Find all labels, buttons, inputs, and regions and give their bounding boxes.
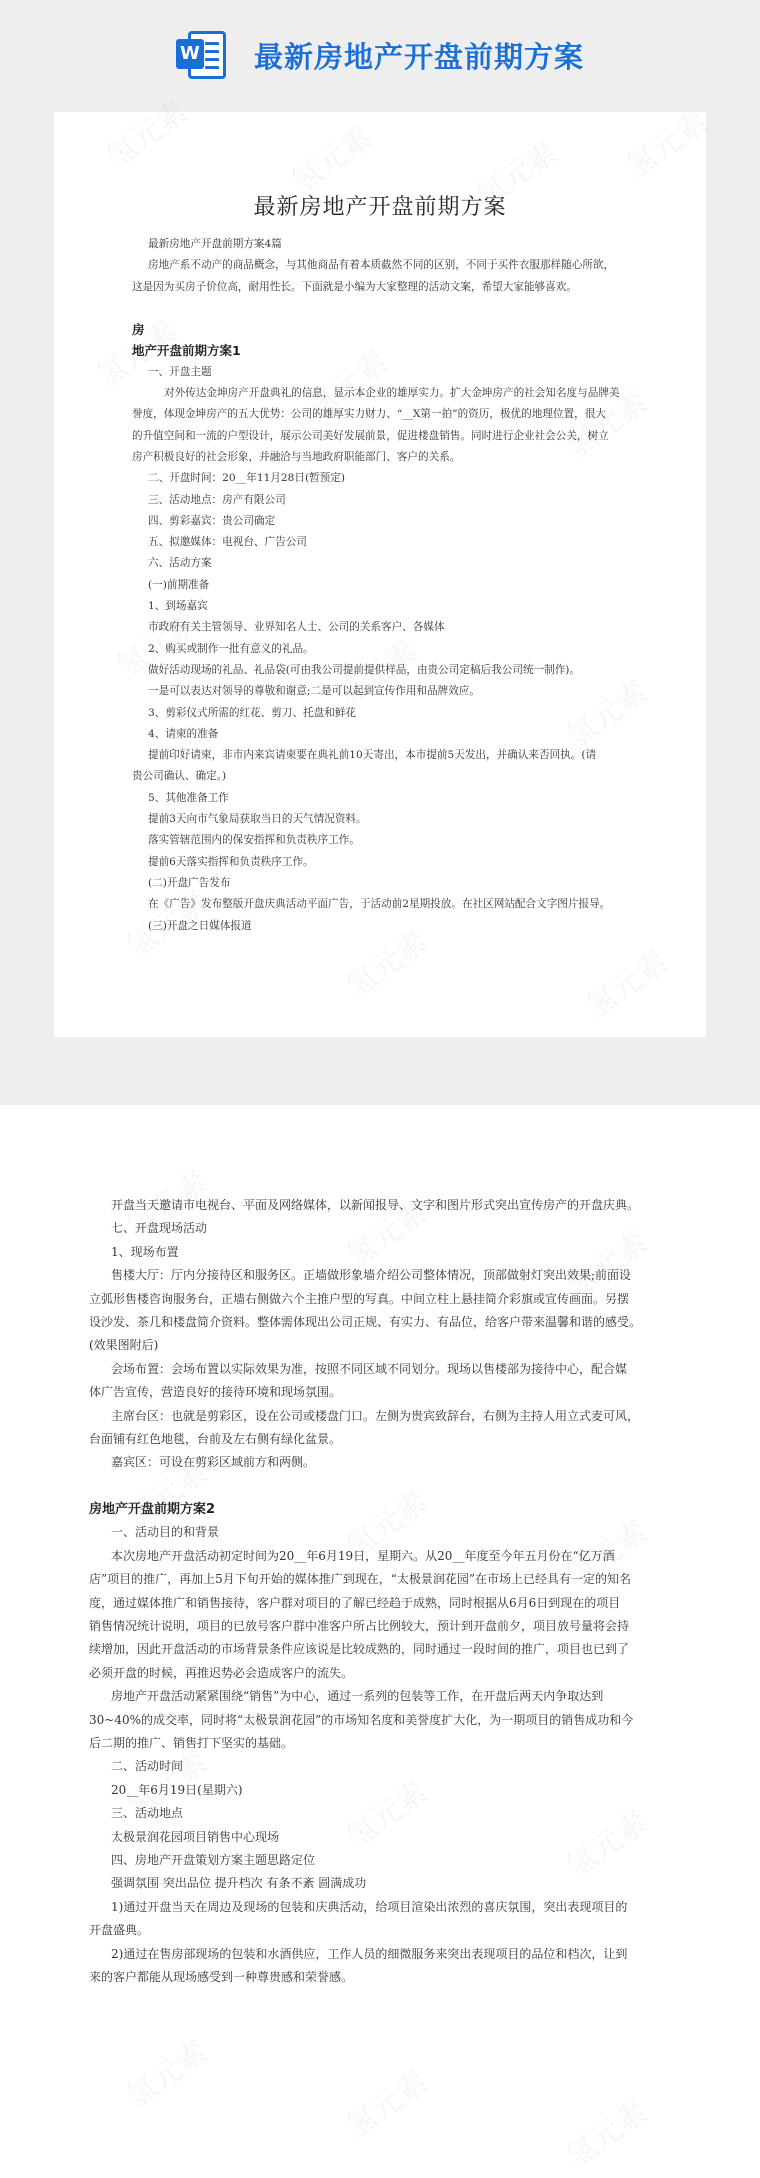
paragraph-line: 的升值空间和一流的户型设计，展示公司美好发展前景，促进楼盘销售。同时进行企业社会公关，树立 <box>132 429 609 442</box>
page2-body <box>89 1194 689 1989</box>
paragraph-line: 来的客户都能从现场感受到一种尊贵感和荣誉感。 <box>89 1969 354 1984</box>
paragraph-line: 3、剪彩仪式所需的红花、剪刀、托盘和鲜花 <box>148 706 357 719</box>
watermark-text <box>556 2088 655 2176</box>
paragraph-line: 20__年6月19日(星期六) <box>111 1782 243 1797</box>
paragraph-line: (一)前期准备 <box>148 578 210 591</box>
paragraph-line: 提前3天向市气象局获取当日的天气情况资料。 <box>148 813 367 826</box>
paragraph-line: 一是可以表达对领导的尊敬和谢意;二是可以起到宣传作用和品牌效应。 <box>148 685 480 698</box>
word-document-icon <box>176 29 228 81</box>
paragraph-line: 开盘当天邀请市电视台、平面及网络媒体，以新闻报导、文字和图片形式突出宣传房产的开盘庆典。 <box>111 1198 640 1212</box>
paragraph-line: 太极景润花园项目销售中心现场 <box>111 1829 280 1844</box>
paragraph-line: 2)通过在售房部现场的包装和水酒供应，工作人员的细微服务来突出表现项目的品位和档次，让到 <box>111 1946 628 1961</box>
watermark-text <box>116 2028 215 2116</box>
paragraph-line: 提前6天落实指挥和负责秩序工作。 <box>148 855 314 868</box>
paragraph-line: 房地产开盘活动紧紧围绕“销售”为中心，通过一系列的包装等工作，在开盘后两天内争取达到 <box>111 1689 604 1704</box>
paragraph-line: 店”项目的推广，再加上5月下旬开始的媒体推广到现在，“太极景润花园”在市场上已经具有一定的知名 <box>89 1572 632 1587</box>
section-heading: 房地产开盘前期方案2 <box>89 1502 216 1518</box>
paragraph-line: 四、剪彩嘉宾：贵公司确定 <box>148 514 276 527</box>
paragraph-line <box>132 298 652 319</box>
paragraph-line: 1、现场布置 <box>111 1244 179 1259</box>
paragraph-line: 销售情况统计说明，项目的已放号客户群中准客户所占比例较大，预计到开盘前夕，项目放号量将会持 <box>89 1619 630 1634</box>
paragraph-line: 这是因为买房子价位高，耐用性长。下面就是小编为大家整理的活动文案，希望大家能够喜欢。 <box>132 280 577 293</box>
paragraph-line: 三、活动地点：房产有限公司 <box>148 493 286 506</box>
paragraph-line: 一、开盘主题 <box>148 365 212 378</box>
paragraph-line: 最新房地产开盘前期方案4篇 <box>148 238 282 250</box>
paragraph-line: (三)开盘之日媒体报道 <box>148 919 252 932</box>
banner-title: 最新房地产开盘前期方案 <box>253 39 584 74</box>
paragraph-line: 体广告宣传，营造良好的接待环境和现场氛围。 <box>89 1385 342 1400</box>
paragraph-line: 一、活动目的和背景 <box>111 1525 220 1540</box>
paragraph-line: 房产积极良好的社会形象，并融洽与当地政府职能部门、客户的关系。 <box>132 450 461 463</box>
paragraph-line: 本次房地产开盘活动初定时间为20__年6月19日，星期六。从20__年度至今年五月份在“亿万酒 <box>111 1548 615 1563</box>
document-title: 最新房地产开盘前期方案 <box>253 195 507 220</box>
paragraph-line: 售楼大厅：厅内分接待区和服务区。正墙做形象墙介绍公司整体情况，顶部做射灯突出效果;前面设 <box>111 1268 632 1283</box>
paragraph-line: 主席台区：也就是剪彩区，设在公司或楼盘门口。左侧为贵宾致辞台，右侧为主持人用立式麦可风， <box>111 1408 640 1423</box>
paragraph-line: 二、活动时间 <box>111 1759 184 1774</box>
paragraph-line: 开盘盛典。 <box>89 1923 150 1938</box>
paragraph-line: 三、活动地点 <box>111 1806 184 1821</box>
section-heading: 地产开盘前期方案1 <box>132 343 241 359</box>
paragraph-line: 提前印好请柬，非市内来宾请柬要在典礼前10天寄出，本市提前5天发出，并确认来否回执。(请 <box>148 749 597 762</box>
paragraph-line: 强调氛围 突出品位 提升档次 有条不紊 圆满成功 <box>111 1876 367 1891</box>
paragraph-line: 续增加，因此开盘活动的市场背景条件应该说是比较成熟的，同时通过一段时间的推广，项目也已到了 <box>89 1642 630 1657</box>
paragraph-line: (效果图附后) <box>89 1338 159 1353</box>
paragraph-line: 四、房地产开盘策划方案主题思路定位 <box>111 1852 316 1867</box>
paragraph-line: 二、开盘时间：20__年11月28日(暂预定) <box>148 472 346 485</box>
page1-body <box>132 234 652 937</box>
paragraph-line: 1)通过开盘当天在周边及现场的包装和庆典活动，给项目渲染出浓烈的喜庆氛围，突出表现项目的 <box>111 1899 628 1914</box>
paragraph-line: 1、到场嘉宾 <box>148 600 208 613</box>
watermark-text <box>336 2058 435 2146</box>
paragraph-line: 誉度，体现金坤房产的五大优势：公司的雄厚实力财力、“__X第一拍”的资历，极优的地理位置，很大 <box>132 408 606 421</box>
paragraph-line: 设沙发、茶几和楼盘简介资料。整体需体现出公司正规、有实力、有品位，给客户带来温馨和谐的感受。 <box>89 1314 642 1329</box>
paragraph-line: 2、购买或制作一批有意义的礼品。 <box>148 642 314 655</box>
paragraph-line: 贵公司确认、确定。) <box>132 770 227 783</box>
paragraph-line: 市政府有关主管领导、业界知名人士、公司的关系客户、各媒体 <box>148 621 445 634</box>
paragraph-line: 对外传达金坤房产开盘典礼的信息，显示本企业的雄厚实力。扩大金坤房产的社会知名度与品牌美 <box>164 387 620 400</box>
section-heading: 房 <box>132 322 145 338</box>
paragraph-line: 必须开盘的时候，再推迟势必会造成客户的流失。 <box>89 1665 354 1680</box>
paragraph-line: 5、其他准备工作 <box>148 791 229 804</box>
header-banner <box>0 0 760 110</box>
paragraph-line: 4、请柬的准备 <box>148 727 219 740</box>
paragraph-line: 嘉宾区：可设在剪彩区域前方和两侧。 <box>111 1455 316 1470</box>
paragraph-line: (二)开盘广告发布 <box>148 876 231 889</box>
paragraph-line: 立弧形售楼咨询服务台，正墙右侧做六个主推户型的写真。中间立柱上悬挂简介彩旗或宣传画面。另摆 <box>89 1291 630 1306</box>
word-letter: W <box>176 39 204 69</box>
paragraph-line: 度，通过媒体推广和销售接待，客户群对项目的了解已经趋于成熟，同时根据从6月6日到现在的项目 <box>89 1595 621 1610</box>
paragraph-line: 六、活动方案 <box>148 557 212 570</box>
paragraph-line: 30~40%的成交率，同时将“太极景润花园”的市场知名度和美誉度扩大化，为一期项目的销售成功和今 <box>89 1712 634 1727</box>
paragraph-line: 会场布置：会场布置以实际效果为准，按照不同区域不同划分。现场以售楼部为接待中心，配合媒 <box>111 1361 628 1376</box>
paragraph-line: 做好活动现场的礼品、礼品袋(可由我公司提前提供样品，由贵公司定稿后我公司统一制作)。 <box>148 663 581 676</box>
paragraph-line: 七、开盘现场活动 <box>111 1221 208 1236</box>
paragraph-line: 台面铺有红色地毯，台前及左右侧有绿化盆景。 <box>89 1431 342 1446</box>
paragraph-line: 房地产系不动产的商品概念，与其他商品有着本质截然不同的区别，不同于买件衣服那样随心所欲， <box>148 259 615 272</box>
paragraph-line: 在《广告》发布整版开盘庆典活动平面广告，于活动前2星期投放。在社区网站配合文字图片报导。 <box>148 898 611 911</box>
paragraph-line <box>89 1475 689 1498</box>
paragraph-line: 后二期的推广、销售打下坚实的基础。 <box>89 1735 294 1750</box>
paragraph-line: 五、拟邀媒体：电视台、广告公司 <box>148 536 307 549</box>
paragraph-line: 落实管辖范围内的保安指挥和负责秩序工作。 <box>148 834 360 847</box>
